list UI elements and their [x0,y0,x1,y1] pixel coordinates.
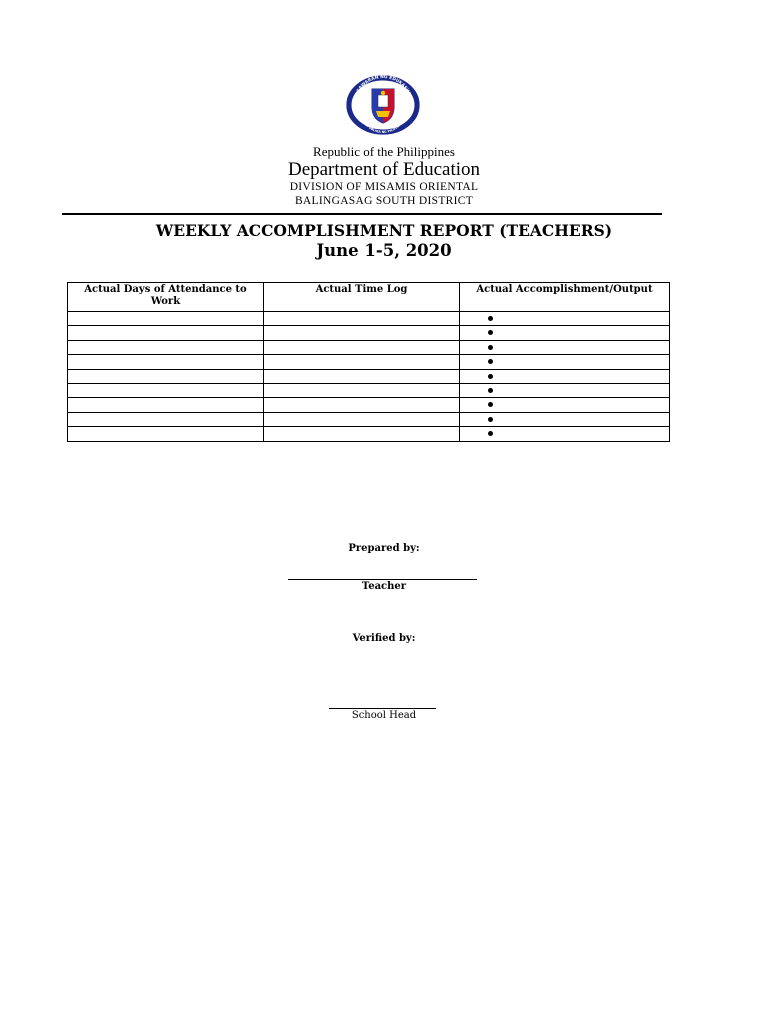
table-row [68,369,670,383]
attendance-cell [68,369,264,383]
report-title: WEEKLY ACCOMPLISHMENT REPORT (TEACHERS) [155,221,613,240]
header-divider [62,213,662,215]
attendance-cell [68,427,264,441]
time-log-cell [264,326,460,340]
accomplishment-cell [460,326,670,340]
accomplishment-cell [460,383,670,397]
time-log-cell [264,369,460,383]
time-log-cell [264,412,460,426]
table-row [68,412,670,426]
accomplishment-cell [460,369,670,383]
department-name: Department of Education [287,159,481,180]
attendance-cell [68,412,264,426]
prepared-by-label: Prepared by: [348,543,420,554]
table-row [68,312,670,326]
division-name: DIVISION OF MISAMIS ORIENTAL [289,181,479,193]
teacher-label: Teacher [361,581,407,592]
column-header-attendance: Actual Days of Attendance to Work [68,283,264,312]
accomplishment-cell [460,398,670,412]
attendance-cell [68,398,264,412]
attendance-cell [68,340,264,354]
bullet-icon [488,388,493,393]
table-header-row [68,283,670,312]
bullet-icon [488,374,493,379]
table-row [68,340,670,354]
seal-text-bottom: REPUBLIKA NG PILIPINAS [362,121,404,135]
bullet-icon [488,431,493,436]
bullet-icon [488,417,493,422]
teacher-signature-line [288,579,477,580]
attendance-cell [68,355,264,369]
accomplishment-cell [460,340,670,354]
attendance-cell [68,383,264,397]
accomplishment-cell [460,355,670,369]
school-head-signature-line [329,708,436,709]
time-log-cell [264,340,460,354]
bullet-icon [488,316,493,321]
accomplishment-cell [460,412,670,426]
attendance-cell [68,312,264,326]
table-row [68,355,670,369]
accomplishment-cell [460,427,670,441]
bullet-icon [488,359,493,364]
table-row [68,326,670,340]
seal-text-top: KAGAWARAN NG EDUKASYON [353,75,413,100]
verified-by-label: Verified by: [352,633,416,644]
bullet-icon [488,402,493,407]
time-log-cell [264,427,460,441]
accomplishment-cell [460,312,670,326]
time-log-cell [264,383,460,397]
deped-seal-logo [345,75,421,135]
column-header-time-log: Actual Time Log [264,283,460,312]
time-log-cell [264,355,460,369]
bullet-icon [488,345,493,350]
time-log-cell [264,312,460,326]
accomplishment-table [67,282,670,442]
table-row [68,398,670,412]
bullet-icon [488,330,493,335]
table-row [68,383,670,397]
republic-text: Republic of the Philippines [313,144,455,159]
time-log-cell [264,398,460,412]
column-header-accomplishment: Actual Accomplishment/Output [460,283,670,312]
report-date: June 1-5, 2020 [316,241,452,260]
attendance-cell [68,326,264,340]
school-head-label: School Head [351,710,417,721]
district-name: BALINGASAG SOUTH DISTRICT [294,195,474,207]
table-row [68,427,670,441]
